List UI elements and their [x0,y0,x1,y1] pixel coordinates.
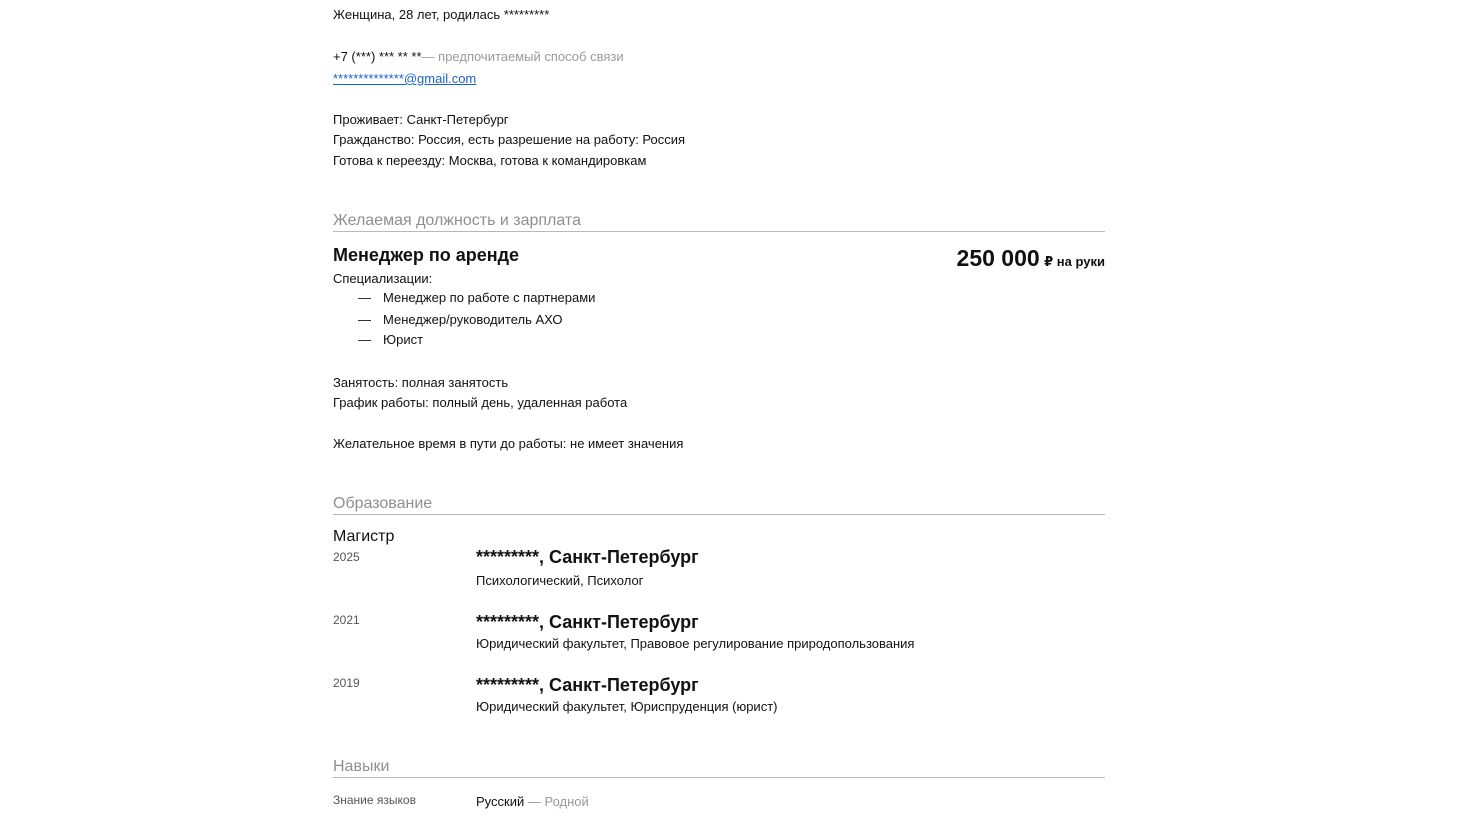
language-entry [476,794,589,809]
email-line [333,71,476,86]
education-year: 2021 [333,613,360,627]
list-dash: — [358,290,371,305]
education-institution: *********, Санкт-Петербург [476,675,699,695]
desired-position: Менеджер по аренде [333,245,520,265]
employment: Занятость: полная занятость [333,375,509,390]
specializations-label: Специализации: [333,271,433,286]
residence: Проживает: Санкт-Петербург [333,112,509,127]
relocation: Готова к переезду: Москва, готова к командировкам [333,153,647,168]
section-title-position: Желаемая должность и зарплата [333,212,1105,232]
specialization-label: Юрист [383,332,424,347]
section-title-skills: Навыки [333,758,1105,778]
education-year: 2019 [333,676,360,690]
specialization-label: Менеджер/руководитель АХО [383,312,563,327]
education-year: 2025 [333,550,360,564]
phone-note: — предпочитаемый способ связи [421,49,624,64]
citizenship: Гражданство: Россия, есть разрешение на работу: Россия [333,132,686,147]
education-institution: *********, Санкт-Петербург [476,547,699,567]
education-detail: Психологический, Психолог [476,573,644,588]
email-link[interactable]: **************@gmail.com [333,71,477,86]
section-title-education: Образование [333,495,1105,515]
language-name: Русский [476,794,525,809]
list-dash: — [358,332,371,347]
education-institution: *********, Санкт-Петербург [476,612,699,632]
commute: Желательное время в пути до работы: не имеет значения [333,436,684,451]
education-detail: Юридический факультет, Юриспруденция (юрист) [476,699,778,714]
languages-label: Знание языков [333,793,416,807]
language-level: — Родной [527,794,589,809]
phone-number: +7 (***) *** ** ** [333,49,422,64]
schedule: График работы: полный день, удаленная работа [333,395,628,410]
list-dash: — [358,312,371,327]
phone-line [333,49,624,64]
salary-amount: 250 000 [956,245,1040,271]
specialization-label: Менеджер по работе с партнерами [383,290,596,305]
personal-summary: Женщина, 28 лет, родилась ********* [333,7,550,22]
salary-suffix: ₽ на руки [1044,254,1105,269]
education-degree: Магистр [333,528,395,545]
education-detail: Юридический факультет, Правовое регулирование природопользования [476,636,915,651]
salary [957,245,1105,272]
